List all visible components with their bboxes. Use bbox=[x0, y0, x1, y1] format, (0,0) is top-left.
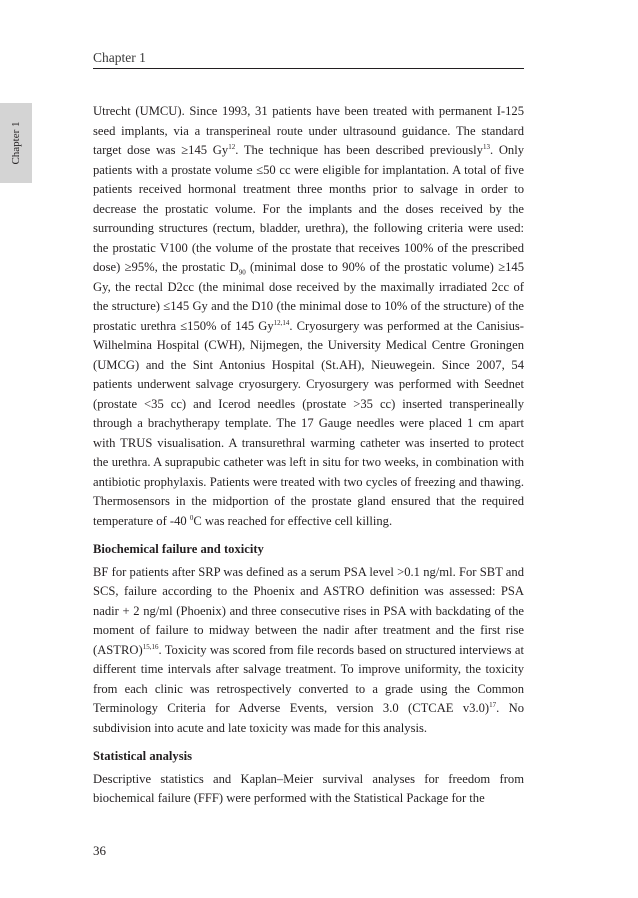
section-heading-statistical-analysis: Statistical analysis bbox=[93, 749, 193, 763]
chapter-side-tab-label: Chapter 1 bbox=[10, 121, 22, 165]
running-header bbox=[93, 50, 524, 69]
section-heading-biochemical-failure: Biochemical failure and toxicity bbox=[93, 542, 264, 556]
paragraph-methods-implants: Utrecht (UMCU). Since 1993, 31 patients have been treated with permanent I-125 seed implants, via a transperineal route under ultrasound guidance. The standard target dose was ≥145 Gy$^{12}$. The technique has been described previously$^{13}$. Only patients with a prostate volume ≤50 cc were eligible for implantation. A total of five patients received hormonal treatment three months prior to salvage in order to decrease the prostatic volume. For the implants and the doses received by the surrounding structures (rectum, bladder, urethra), the following criteria were used: the prostatic V100 (the volume of the prostate that receives 100% of the prescribed dose) ≥95%, the prostatic $D_{90}$ (minimal dose to 90% of the prostatic volume) ≥145 Gy, the rectal D2cc (the minimal dose received by the maximally irradiated 2cc of the structure) ≤145 Gy and the D10 (the minimal dose to 10% of the structure) of the prostatic urethra ≤150% of 145 Gy$^{12,14}$. Cryosurgery was performed at the Canisius-Wilhelmina Hospital (CWH), Nijmegen, the University Medical Centre Groningen (UMCG) and the Sint Antonius Hospital (St.AH), Nieuwegein. Since 2007, 54 patients underwent salvage cryosurgery. Cryosurgery was performed with Seednet (prostate <35 cc) and Icerod needles (prostate >35 cc) inserted transperineally through a brachytherapy template. The 17 Gauge needles were placed 1 cm apart with TRUS visualisation. A transurethral warming catheter was inserted to protect the urethra. A suprapubic catheter was left in situ for two weeks, in combination with antibiotic prophylaxis. Patients were treated with two cycles of freezing and thawing. Thermosensors in the midportion of the prostate gland ensured that the required temperature of -40 $^0$C was reached for effective cell killing. bbox=[93, 104, 525, 528]
chapter-header-title: Chapter 1 bbox=[93, 50, 146, 65]
paragraph-statistical-analysis: Descriptive statistics and Kaplan–Meier survival analyses for freedom from biochemical failure (FFF) were performed with the Statistical Package for the bbox=[93, 771, 524, 805]
body-text bbox=[93, 102, 524, 809]
paragraph-biochemical-failure: BF for patients after SRP was defined as a serum PSA level >0.1 ng/ml. For SBT and SCS, failure according to the Phoenix and ASTRO definition was assessed: PSA nadir + 2 ng/ml (Phoenix) and three consecutive rises in PSA with backdating of the moment of failure to midway between the nadir after treatment and the first rise (ASTRO)$^{15,16}$. Toxicity was scored from file records based on structured interviews at different time intervals after salvage treatment. To improve uniformity, the toxicity from each clinic was retrospectively converted to a grade using the Common Terminology Criteria for Adverse Events, version 3.0 (CTCAE v3.0)$^{17}$. No subdivision into acute and late toxicity was made for this analysis. bbox=[93, 564, 524, 735]
chapter-side-tab bbox=[0, 103, 32, 183]
page-number: 36 bbox=[93, 843, 106, 858]
